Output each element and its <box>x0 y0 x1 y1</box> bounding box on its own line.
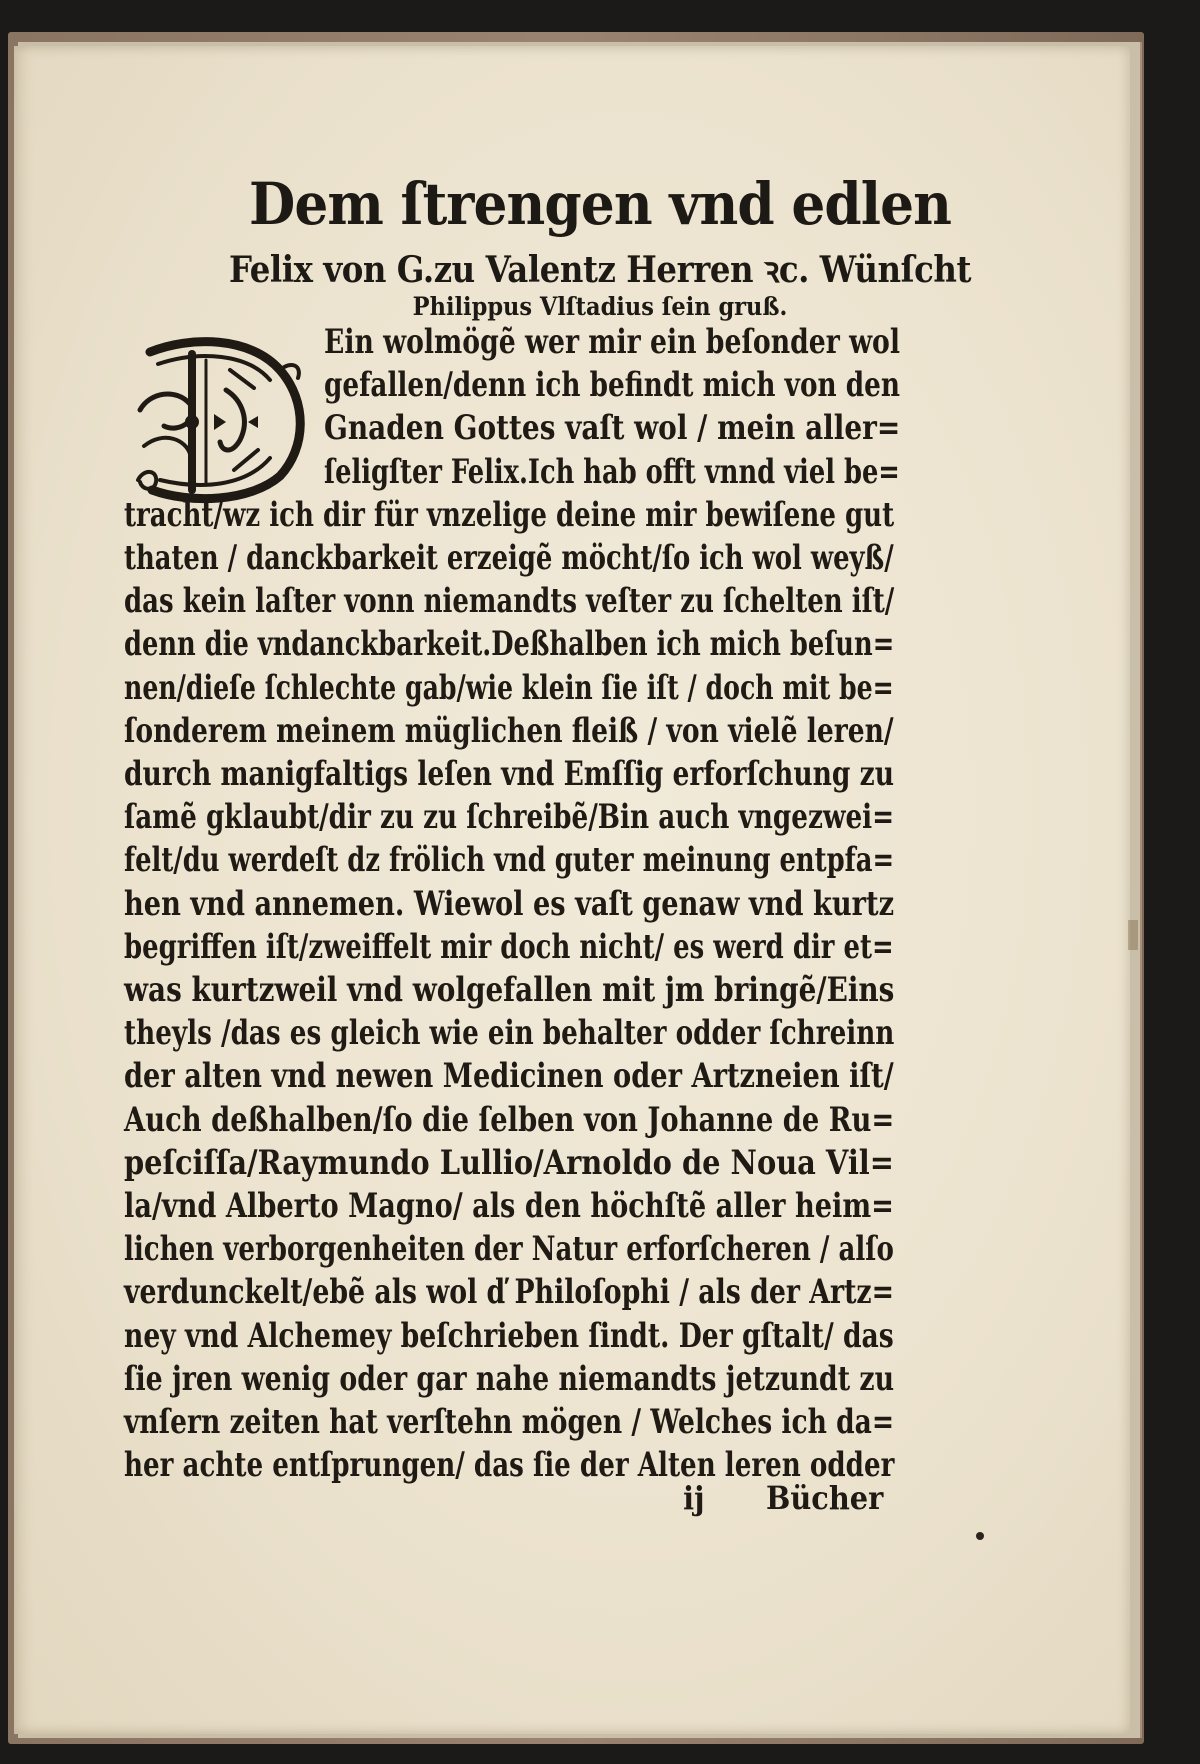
body-line: tracht/wz ich dir für vnzelige deine mir bewiſene gut <box>124 494 895 535</box>
body-line: ſeligſter Felix.Ich hab offt vnnd viel be= <box>324 451 900 492</box>
catchword: Bücher <box>766 1479 884 1517</box>
body-line: lichen verborgenheiten der Natur erforſcheren / alſo <box>124 1229 894 1270</box>
body-line: begriffen iſt/zweiffelt mir doch nicht/ es werd dir et= <box>124 926 894 967</box>
body-line: hen vnd annemen. Wiewol es vaſt genaw vnd kurtz <box>124 883 895 924</box>
dedication-title-line-2: Felix von G.zu Valentz Herren ꝛc. Wünſcht <box>228 249 972 291</box>
body-line: das kein laſter vonn niemandts veſter zu ſchelten iſt/ <box>124 581 895 622</box>
body-line: durch manigfaltigs leſen vnd Emſſig erforſchung zu <box>124 754 895 794</box>
body-line: der alten vnd newen Medicinen oder Artzneien iſt/ <box>124 1056 894 1097</box>
body-line: was kurtzweil vnd wolgefallen mit jm bringẽ/Eins <box>124 970 895 1010</box>
body-line: Auch deßhalben/ſo die ſelben von Johanne de Ru= <box>124 1099 895 1140</box>
body-line: denn die vndanckbarkeit.Deßhalben ich mich beſun= <box>124 624 895 665</box>
body-line: Gnaden Gottes vaſt wol / mein aller= <box>324 408 901 449</box>
body-line: nen/dieſe ſchlechte gab/wie klein ſie iſt / doch mit be= <box>124 667 894 708</box>
body-line: gefallen/denn ich befindt mich von den <box>324 365 900 406</box>
body-line: verdunckelt/ebẽ als wol ď Philoſophi / als der Artz= <box>124 1272 895 1313</box>
page-footer <box>0 1476 1200 1520</box>
body-line: ſie jren wenig oder gar nahe niemandts jetzundt zu <box>124 1358 895 1399</box>
body-line: vnſern zeiten hat verſtehn mögen / Welches ich da= <box>124 1402 895 1442</box>
body-line: ſamẽ gklaubt/dir zu zu ſchreibẽ/Bin auch vngezwei= <box>124 797 895 838</box>
decorated-initial-d <box>130 330 310 508</box>
body-line: la/vnd Alberto Magno/ als den höchſtẽ aller heim= <box>124 1186 894 1226</box>
dedication-title-line-3: Philippus Vlſtadius ſein gruß. <box>412 292 788 321</box>
body-line: felt/du werdeſt dz frölich vnd guter meinung entpfa= <box>124 840 895 881</box>
body-line: ſonderem meinem müglichen fleiß / von vielẽ leren/ <box>124 710 894 751</box>
body-line: theyls /das es gleich wie ein behalter odder ſchreinn <box>124 1013 895 1054</box>
body-line: her achte entſprungen/ das ſie der Alten leren odder <box>124 1445 895 1486</box>
signature-mark: ij <box>683 1479 705 1517</box>
body-line: thaten / danckbarkeit erzeigẽ möcht/ſo ich wol weyß/ <box>124 538 894 578</box>
body-line: Ein wolmögẽ wer mir ein beſonder wol <box>324 322 900 362</box>
body-line: peſciſſa/Raymundo Lullio/Arnoldo de Noua Vil= <box>124 1142 894 1183</box>
body-line: ney vnd Alchemey beſchrieben ſindt. Der gſtalt/ das <box>124 1315 894 1356</box>
dedication-title-line-1: Dem ſtrengen vnd edlen <box>248 170 952 238</box>
margin-stain <box>1128 920 1138 950</box>
ink-fleck <box>976 1532 984 1540</box>
